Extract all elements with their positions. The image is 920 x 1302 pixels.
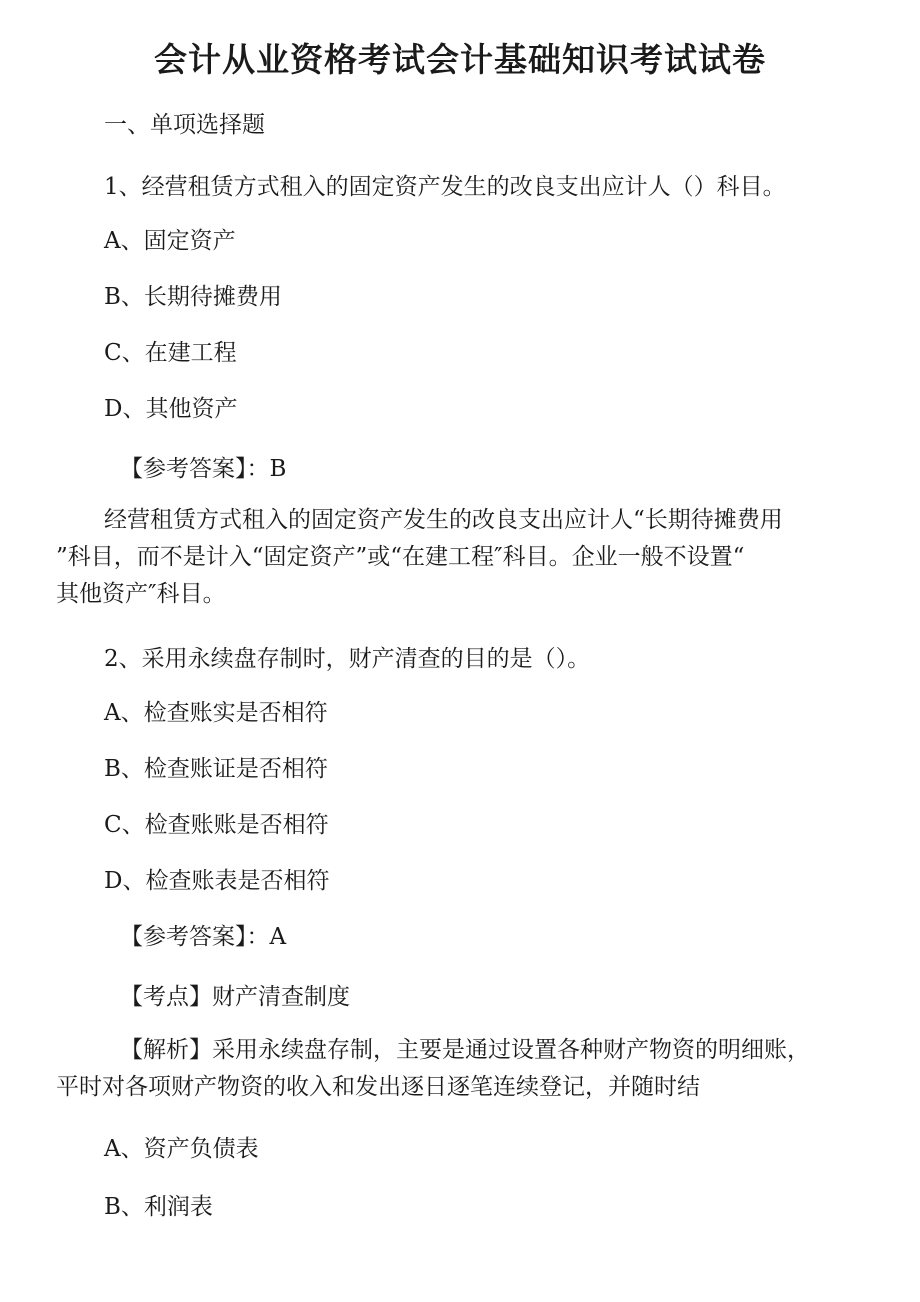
question-1-answer: 【参考答案】：B [120, 456, 287, 482]
section-heading: 一、单项选择题 [104, 112, 265, 138]
question-3-option-b: B、利润表 [104, 1194, 213, 1220]
explanation-line-2: ”科目，而不是计入“固定资产”或“在建工程″科目。企业一般不设置“ [56, 544, 745, 570]
question-2-stem: 2、采用永续盘存制时，财产清查的目的是（）。 [104, 646, 591, 672]
question-1-explanation [56, 502, 876, 613]
question-1-option-b: B、长期待摊费用 [104, 284, 282, 310]
explanation-line-3: 其他资产″科目。 [56, 581, 226, 607]
question-2-option-a: A、检查账实是否相符 [104, 700, 328, 726]
question-3-option-a: A、资产负债表 [104, 1136, 259, 1162]
question-2-option-b: B、检查账证是否相符 [104, 756, 328, 782]
document-title: 会计从业资格考试会计基础知识考试试卷 [154, 40, 766, 79]
analysis-line-1: 【解析】采用永续盘存制，主要是通过设置各种财产物资的明细账， [120, 1037, 810, 1063]
analysis-line-2: 平时对各项财产物资的收入和发出逐日逐笔连续登记，并随时结 [56, 1074, 700, 1100]
question-2-answer: 【参考答案】：A [120, 924, 287, 950]
explanation-line-1: 经营租赁方式租入的固定资产发生的改良支出应计人“长期待摊费用 [104, 507, 783, 533]
question-2-analysis [56, 1032, 876, 1106]
question-2-exam-point: 【考点】财产清查制度 [120, 984, 350, 1010]
question-2-option-c: C、检查账账是否相符 [104, 812, 329, 838]
question-1-stem: 1、经营租赁方式租入的固定资产发生的改良支出应计人（）科目。 [104, 174, 786, 200]
question-1-option-d: D、其他资产 [104, 396, 238, 422]
question-1-option-c: C、在建工程 [104, 340, 237, 366]
question-2-option-d: D、检查账表是否相符 [104, 868, 330, 894]
question-1-option-a: A、固定资产 [104, 228, 236, 254]
